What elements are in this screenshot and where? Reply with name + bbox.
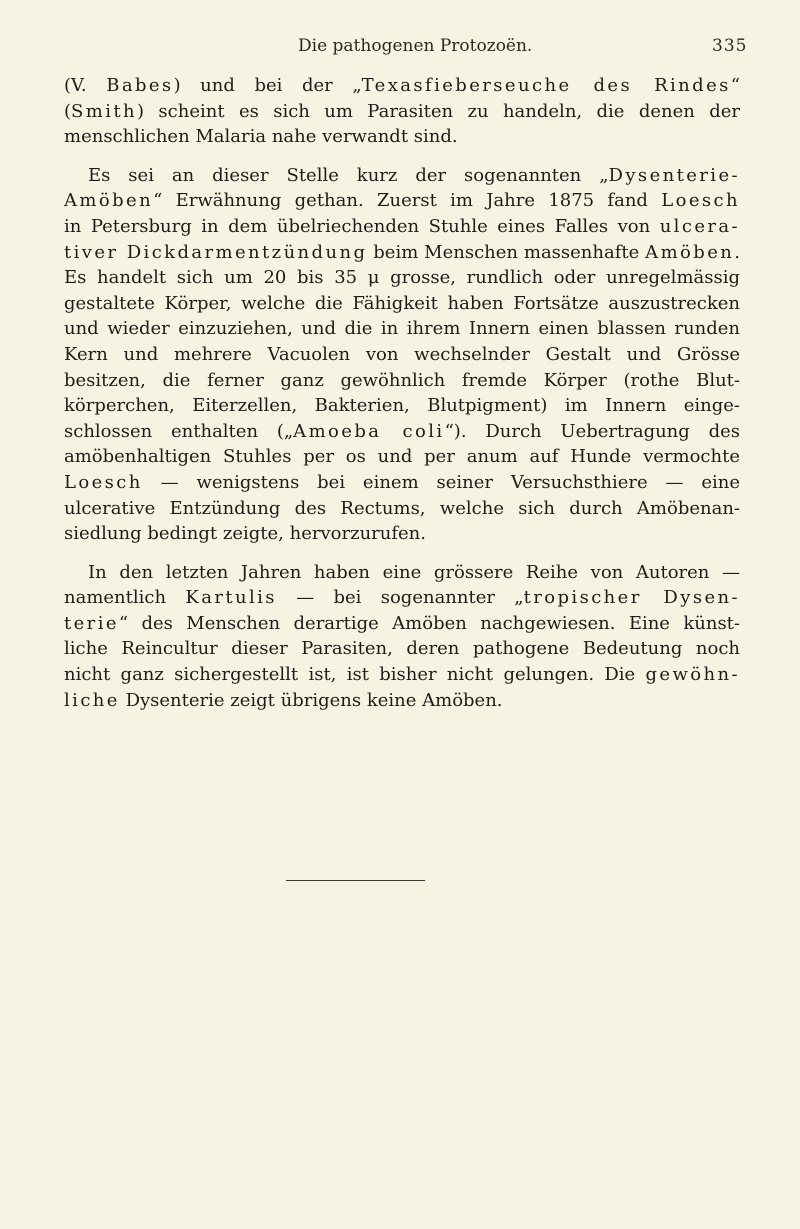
text-line <box>64 188 740 214</box>
paragraph-2 <box>64 163 740 547</box>
text-segment: körperchen, Eiterzellen, Bakterien, Blutpigment) im Innern einge- <box>64 395 740 417</box>
spaced-emphasis: Amöben <box>64 190 154 212</box>
text-segment: menschlichen Malaria nahe verwandt sind. <box>64 126 458 148</box>
text-line <box>64 496 740 522</box>
text-line <box>64 444 740 470</box>
text-line <box>64 265 740 291</box>
paragraph-gap <box>64 547 740 560</box>
page-header <box>0 36 800 60</box>
text-line <box>64 662 740 688</box>
text-segment: — bei sogenannter „ <box>276 587 524 609</box>
text-segment: “ <box>730 75 740 96</box>
section-end-rule <box>286 880 425 881</box>
text-line <box>64 214 740 240</box>
text-segment: und wieder einzuziehen, und die in ihrem Innern einen blassen runden <box>64 318 740 340</box>
text-line <box>64 560 740 586</box>
text-line <box>64 688 740 714</box>
spaced-emphasis: terie <box>64 612 119 634</box>
spaced-emphasis: Loesch <box>64 471 143 493</box>
spaced-emphasis: Kartulis <box>185 587 277 609</box>
text-line <box>64 99 740 125</box>
text-segment: siedlung bedingt zeigte, hervorzurufen. <box>64 523 426 545</box>
body-text <box>64 73 740 713</box>
paragraph-3 <box>64 560 740 714</box>
text-segment: ulcerative Entzündung des Rectums, welche sich durch Amöbenan- <box>64 497 740 519</box>
text-segment: (V. <box>64 75 107 96</box>
text-segment: beim Menschen massenhafte <box>367 241 646 263</box>
text-segment: In den letzten Jahren haben eine grössere Reihe von Autoren — <box>88 561 740 583</box>
text-line <box>64 240 740 266</box>
text-segment: in Petersburg in dem übelriechenden Stuhle eines Falles von <box>64 215 660 237</box>
text-line <box>64 291 740 317</box>
spaced-emphasis: tiver Dickdarmentzündung <box>64 241 368 263</box>
text-segment: ( <box>64 100 72 122</box>
text-segment: ) und bei der „ <box>173 75 362 96</box>
text-segment: Es sei an dieser Stelle kurz der sogenannten „ <box>88 164 609 186</box>
text-line <box>64 521 740 547</box>
text-line <box>64 470 740 496</box>
paragraph-gap <box>64 150 740 163</box>
text-line <box>64 636 740 662</box>
spaced-emphasis: Amoeba coli <box>293 420 445 442</box>
text-line <box>64 163 740 189</box>
text-line <box>64 611 740 637</box>
text-segment: Kern und mehrere Vacuolen von wechselnder Gestalt und Grösse <box>64 343 740 365</box>
text-segment: “ Erwähnung gethan. Zuerst im Jahre 1875 fand <box>153 190 662 212</box>
text-segment: liche Reincultur dieser Parasiten, deren pathogene Bedeutung noch <box>64 638 740 660</box>
text-segment: “ des Menschen derartige Amöben nachgewiesen. Eine künst- <box>118 612 740 634</box>
text-segment: besitzen, die ferner ganz gewöhnlich fremde Körper (rothe Blut- <box>64 369 740 391</box>
spaced-emphasis: Loesch <box>661 190 740 212</box>
spaced-emphasis: Amöben <box>645 241 735 263</box>
spaced-emphasis: gewöhn- <box>645 664 740 686</box>
text-line <box>64 342 740 368</box>
spaced-emphasis: Babes <box>106 75 174 96</box>
spaced-emphasis: Dysenterie- <box>608 164 740 186</box>
spaced-emphasis: Texasfieberseuche des Rindes <box>361 75 731 96</box>
text-line <box>64 393 740 419</box>
text-line <box>64 585 740 611</box>
text-segment: . <box>734 241 740 263</box>
text-segment: — wenigstens bei einem seiner Versuchsthiere — eine <box>142 471 740 493</box>
spaced-emphasis: liche <box>64 689 120 711</box>
text-segment: amöbenhaltigen Stuhles per os und per anum auf Hunde vermochte <box>64 446 740 468</box>
text-line <box>64 73 740 99</box>
running-title: Die pathogenen Protozoën. <box>298 36 533 56</box>
text-line <box>64 316 740 342</box>
text-segment: ) scheint es sich um Parasiten zu handeln, die denen der <box>137 100 740 122</box>
text-line <box>64 124 740 150</box>
text-line <box>64 368 740 394</box>
spaced-emphasis: tropischer Dysen- <box>523 587 740 609</box>
spaced-emphasis: Smith <box>71 100 138 122</box>
text-segment: Es handelt sich um 20 bis 35 μ grosse, rundlich oder unregelmässig <box>64 267 740 289</box>
text-segment: nicht ganz sichergestellt ist, ist bisher nicht gelungen. Die <box>64 664 646 686</box>
text-segment: “). Durch Uebertragung des <box>444 420 740 442</box>
paragraph-1 <box>64 73 740 150</box>
text-segment: schlossen enthalten („ <box>64 420 294 442</box>
text-segment: namentlich <box>64 587 186 609</box>
page-number: 335 <box>712 36 748 56</box>
spaced-emphasis: ulcera- <box>659 215 740 237</box>
text-segment: gestaltete Körper, welche die Fähigkeit haben Fortsätze auszustrecken <box>64 292 740 314</box>
text-segment: Dysenterie zeigt übrigens keine Amöben. <box>119 689 503 711</box>
text-line <box>64 419 740 445</box>
